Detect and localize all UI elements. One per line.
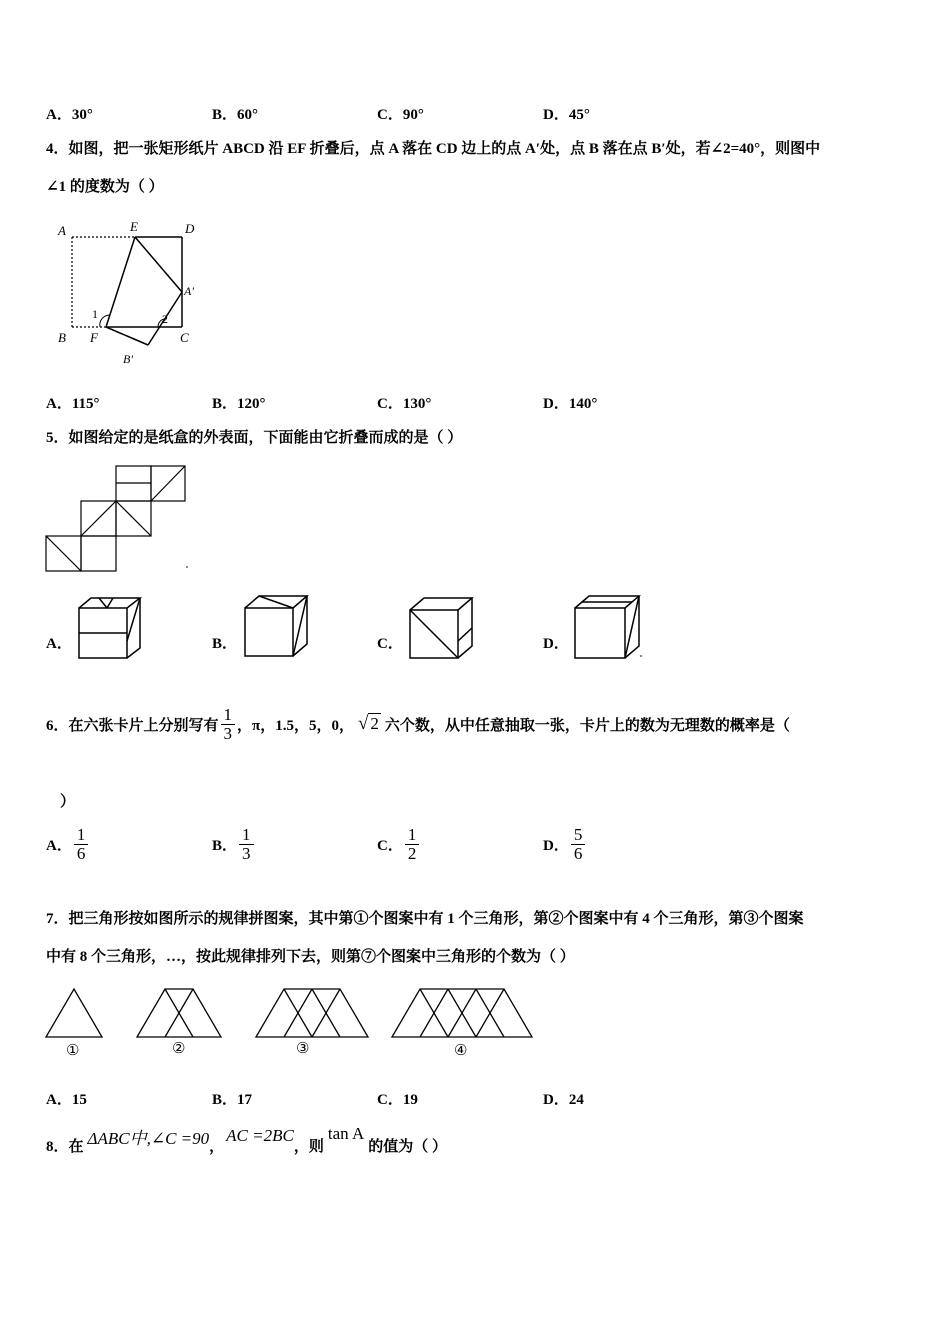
q7-option-b: B．17 [212, 1092, 253, 1108]
q7-label-4: ④ [454, 1043, 468, 1059]
q4-label-e: E [130, 219, 138, 234]
q4-label-2: 2 [162, 312, 168, 326]
q4-label-f: F [90, 330, 98, 345]
q5-option-b-label: B． [212, 636, 238, 652]
q5-net-figure [46, 466, 196, 576]
q4-label-b-prime: B' [123, 352, 133, 366]
q6-sqrt: √ 2 [357, 713, 379, 735]
q6-option-b: B． $\frac{1}{3}$ [212, 826, 256, 863]
q3-option-a: A．30° [46, 107, 93, 123]
q4-label-d: D [185, 221, 195, 236]
q5-option-c-cube [408, 596, 474, 662]
q4-text-line1: 4．如图，把一张矩形纸片 ABCD 沿 EF 折叠后，点 A 落在 CD 边上的点 A′处，点 B 落在点 B′处，若∠2=40°，则图中 [46, 141, 821, 157]
q7-label-2: ② [172, 1041, 186, 1057]
q7-label-3: ③ [296, 1041, 310, 1057]
q4-label-1: 1 [92, 307, 98, 321]
q4-text-line2: ∠1 的度数为（ ） [46, 179, 164, 195]
q3-option-c: C．90° [377, 107, 424, 123]
q4-option-d: D．140° [543, 396, 598, 412]
q7-text-line1: 7．把三角形按如图所示的规律拼图案，其中第①个图案中有 1 个三角形，第②个图案中有 4 个三角形，第③个图案 [46, 911, 804, 927]
q4-option-c: C．130° [377, 396, 432, 412]
q6-text-line2: ） [60, 794, 76, 810]
q5-option-a-cube [77, 596, 143, 662]
q4-label-b: B [58, 330, 66, 345]
q7-option-c: C．19 [377, 1092, 418, 1108]
q8-expr-tan: tan A [327, 1124, 365, 1143]
q7-text-line2: 中有 8 个三角形，…，按此规律排列下去，则第⑦个图案中三角形的个数为（ ） [46, 949, 575, 965]
q6-option-a: A． $\frac{1}{6}$ [46, 826, 90, 863]
q7-option-d: D．24 [543, 1092, 584, 1108]
q4-figure [50, 215, 210, 370]
q5-option-d-label: D． [543, 636, 569, 652]
q7-label-1: ① [66, 1043, 80, 1059]
q6-option-d: D． $\frac{5}{6}$ [543, 826, 587, 863]
q6-text-line1: 6．在六张卡片上分别写有 $\frac{1}{3}$ ，π，1.5，5，0， √ 2 六个数，从中任意抽取一张，卡片上的数为无理数的概率是（ [46, 705, 790, 743]
q5-option-d-cube [573, 594, 643, 662]
q8-expr-ac: AC =2BC [226, 1126, 294, 1145]
q5-option-c-label: C． [377, 636, 403, 652]
q3-option-b: B．60° [212, 107, 259, 123]
q4-label-a-prime: A' [184, 284, 194, 298]
q4-option-b: B．120° [212, 396, 266, 412]
q4-label-a: A [58, 223, 66, 238]
q5-text: 5．如图给定的是纸盒的外表面，下面能由它折叠而成的是（ ） [46, 430, 463, 446]
q6-fraction-one-third: $\frac{1}{3}$ [221, 706, 236, 743]
q8-expr-triangle: ΔABC中,∠C =90 [87, 1129, 210, 1148]
q5-option-b-cube [243, 594, 309, 662]
q7-option-a: A．15 [46, 1092, 87, 1108]
q3-option-d: D．45° [543, 107, 590, 123]
q4-option-a: A．115° [46, 396, 100, 412]
q6-option-c: C． $\frac{1}{2}$ [377, 826, 421, 863]
q5-option-a-label: A． [46, 636, 72, 652]
q8-text: 8．在 ΔABC中,∠C =90 ， AC =2BC ，则 tan A 的值为（ ） [46, 1124, 447, 1155]
q4-label-c: C [180, 330, 189, 345]
q7-triangle-patterns [44, 985, 534, 1060]
